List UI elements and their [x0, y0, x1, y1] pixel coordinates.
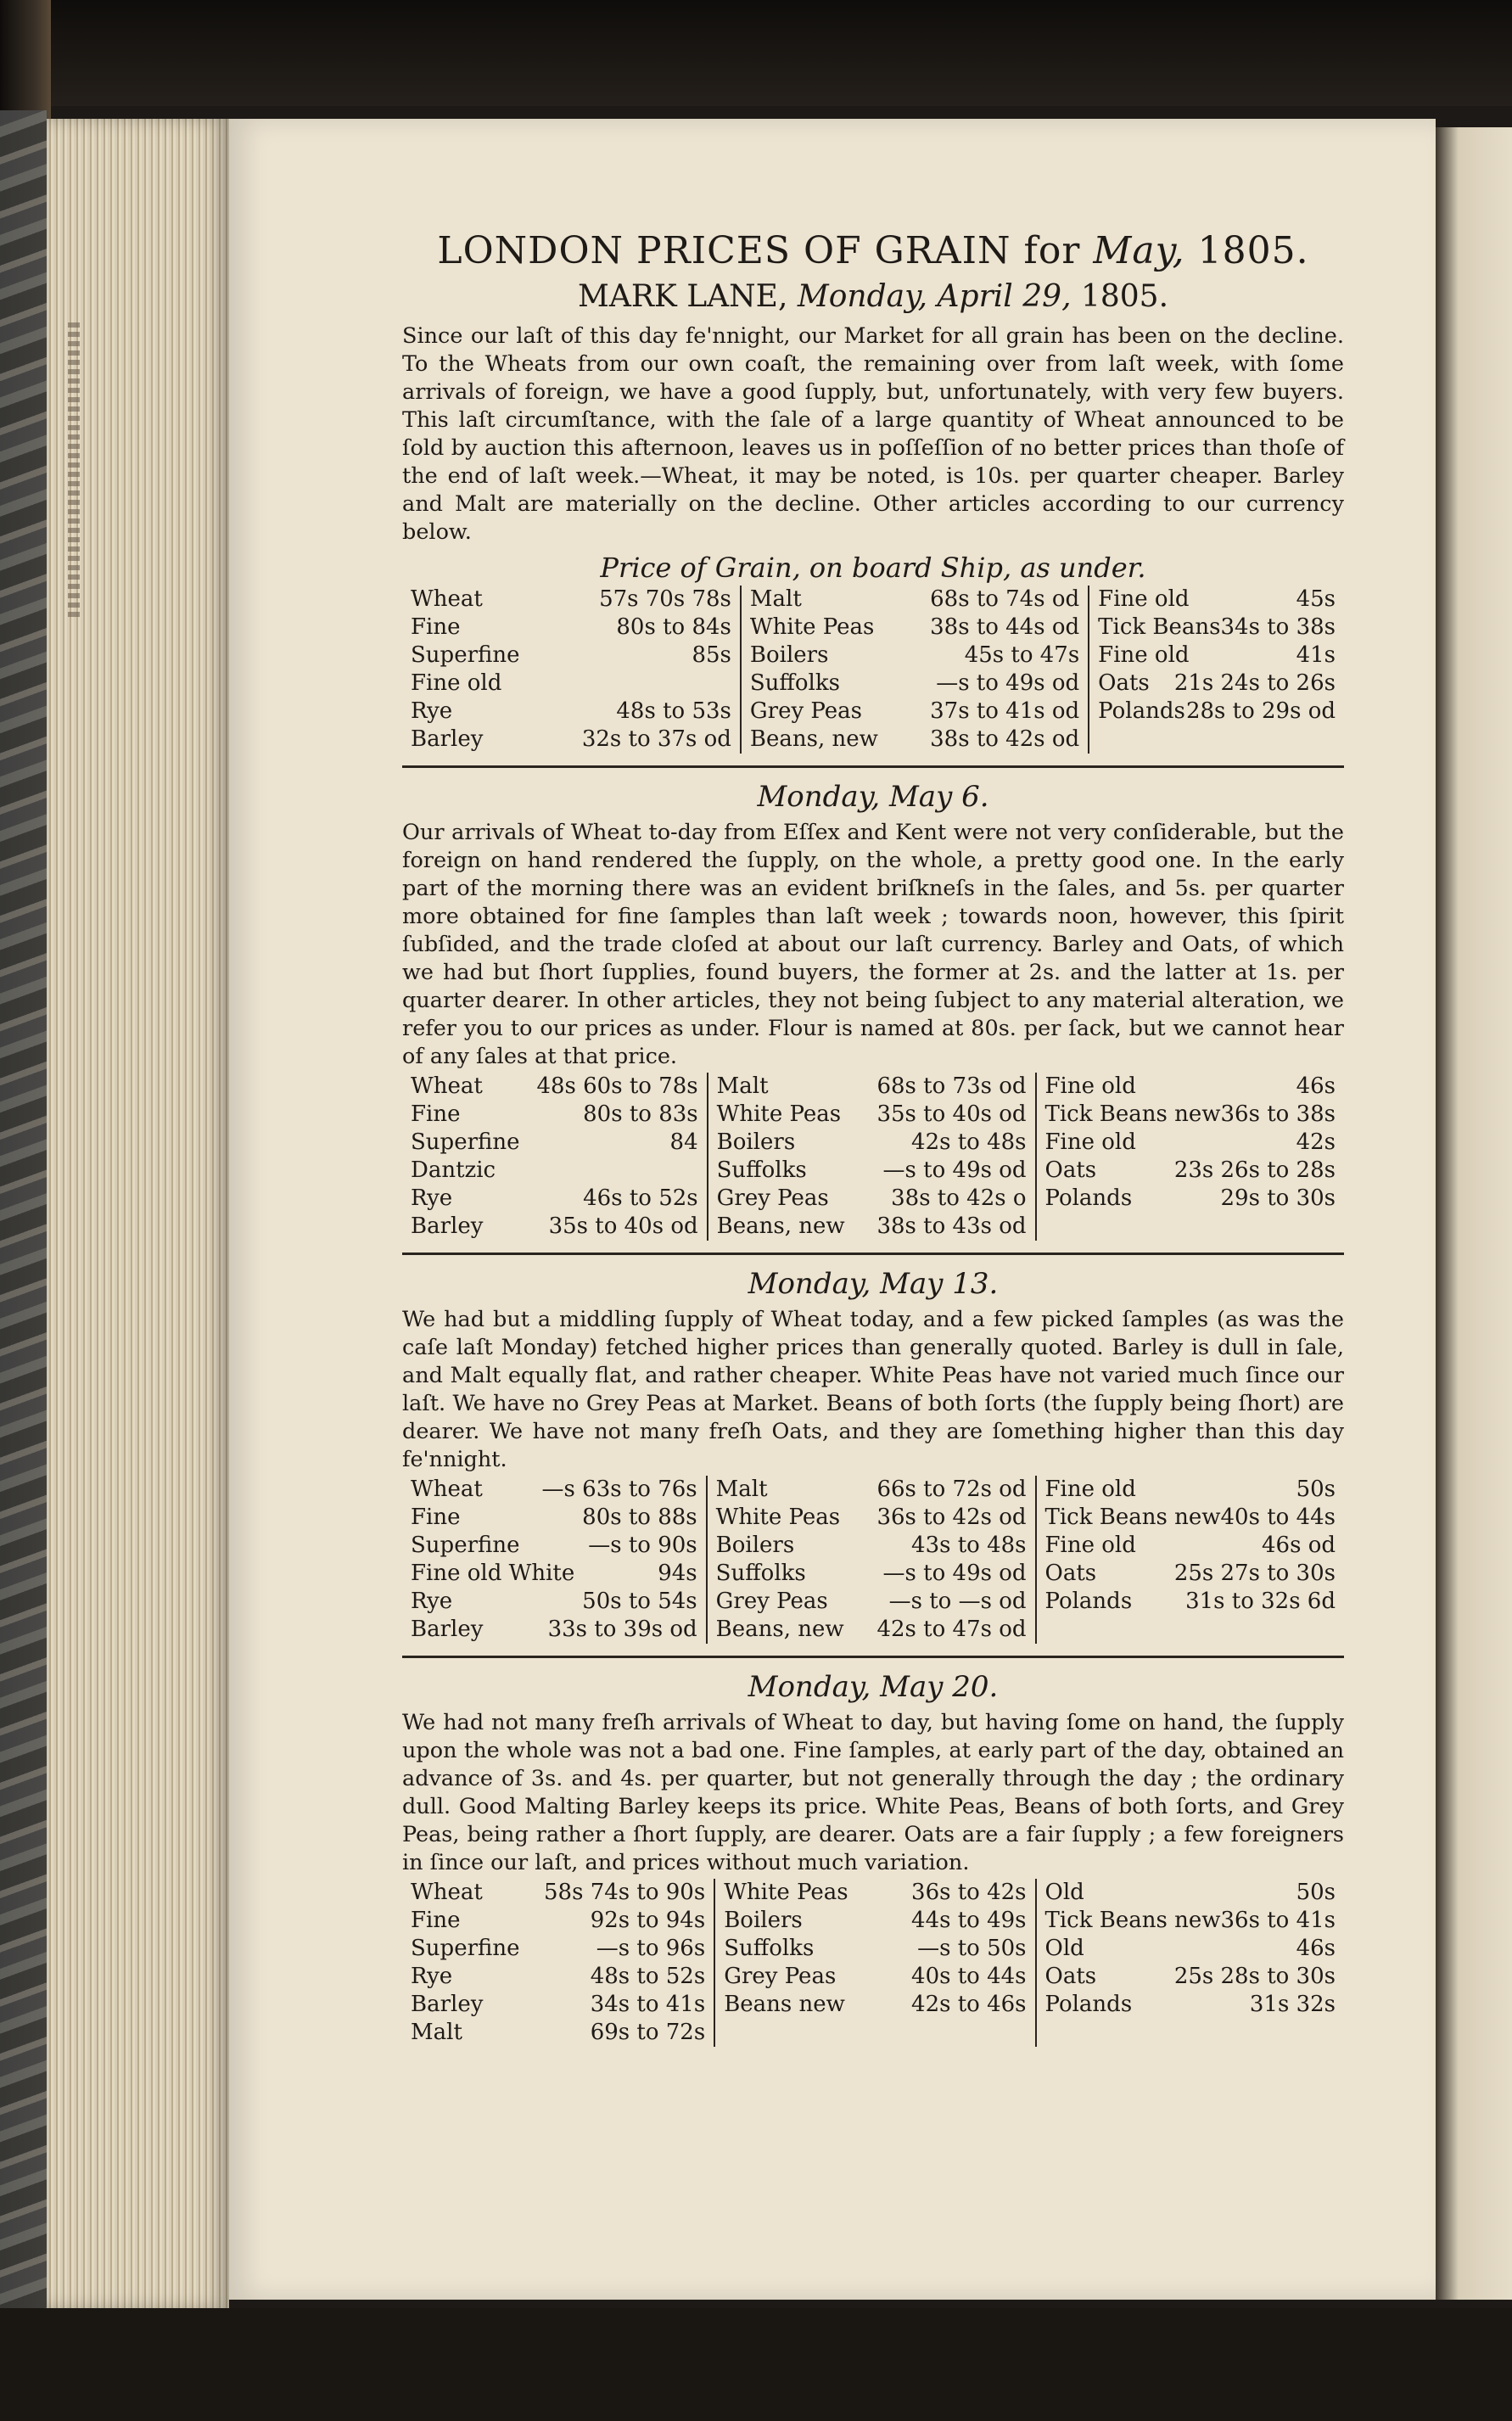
market-commentary: We had but a middling ſupply of Wheat today, and a few picked ſamples (as was the caſe laſt Monday) fetched higher prices than generally quoted. Barley is dull in ſale, and Malt equally flat, and rather cheaper. White Peas have not varied much ſince our laſt. We have no Grey Peas at Market. Beans of both ſorts (the ſupply being ſhort) are dearer. We have not many freſh Oats, and they are ſomething higher than this day fe'nnight.	[402, 1307, 1344, 1472]
grain-price: 94s	[658, 1561, 697, 1586]
grain-name: Polands	[1044, 1589, 1133, 1614]
price-row	[750, 614, 1079, 642]
grain-price: 80s to 88s	[582, 1505, 697, 1530]
price-row	[750, 698, 1079, 726]
price-row	[411, 2019, 705, 2047]
price-row	[750, 586, 1079, 614]
price-row	[717, 1185, 1027, 1213]
price-row	[411, 1991, 705, 2019]
market-report-1	[402, 780, 1344, 1255]
grain-price: 34s to 38s	[1220, 614, 1336, 640]
report-date: Monday, May 13.	[748, 1267, 999, 1301]
price-row	[1045, 1907, 1336, 1935]
grain-name: Fine old	[1044, 1129, 1136, 1155]
price-row	[411, 1073, 698, 1101]
grain-name: Fine	[411, 1908, 461, 1933]
grain-name: Boilers	[716, 1129, 796, 1155]
grain-name: Malt	[411, 2020, 462, 2045]
price-row	[411, 1129, 698, 1157]
price-row	[1045, 1935, 1336, 1963]
grain-name: Suffolks	[716, 1157, 807, 1183]
grain-name: Boilers	[749, 642, 829, 668]
price-row	[1045, 1991, 1336, 2019]
grain-name: Fine	[411, 1101, 461, 1127]
grain-price: 58s 74s to 90s	[544, 1880, 706, 1905]
market-report-0	[402, 322, 1344, 768]
grain-name: Polands	[1044, 1185, 1133, 1211]
price-row	[411, 670, 731, 698]
price-row	[1045, 1963, 1336, 1991]
grain-name: Superfine	[411, 1129, 520, 1155]
price-row	[411, 698, 731, 726]
grain-name: Rye	[411, 1589, 453, 1614]
grain-name: Malt	[716, 1073, 769, 1099]
grain-price: 80s to 83s	[583, 1101, 698, 1127]
grain-price: 36s to 41s	[1220, 1908, 1336, 1933]
market-heading: MARK LANE, Monday, April 29, 1805.	[577, 279, 1169, 314]
price-row	[411, 1616, 697, 1644]
grain-price: 50s to 54s	[582, 1589, 697, 1614]
price-row	[717, 1213, 1027, 1241]
grain-price: 92s to 94s	[590, 1908, 706, 1933]
report-date: Monday, May 20.	[748, 1670, 999, 1704]
grain-name: Grey Peas	[724, 1964, 837, 1989]
grain-price: 28s to 29s od	[1185, 698, 1336, 724]
grain-price: 33s to 39s od	[547, 1617, 697, 1642]
grain-price: 85s	[692, 642, 731, 668]
price-row	[411, 1185, 698, 1213]
background-bottom	[0, 2308, 1512, 2421]
grain-name: Rye	[411, 1185, 453, 1211]
price-row	[1045, 1560, 1336, 1588]
grain-name: Polands	[1044, 1992, 1133, 2017]
grain-price: 29s to 30s	[1220, 1185, 1336, 1211]
grain-name: Fine old	[1098, 586, 1190, 612]
spine-marking	[68, 322, 80, 619]
facing-page-edge	[1436, 127, 1512, 2300]
grain-price: —s 63s to 76s	[541, 1477, 697, 1502]
grain-price: 36s to 42s od	[876, 1505, 1027, 1530]
grain-price: 40s to 44s	[911, 1964, 1027, 1989]
price-row	[1045, 1185, 1336, 1213]
price-column	[402, 1879, 714, 2047]
grain-name: Rye	[411, 698, 453, 724]
price-column	[741, 586, 1089, 754]
grain-name: Barley	[411, 1617, 484, 1642]
report-date: Monday, May 6.	[757, 780, 989, 814]
price-row	[717, 1129, 1027, 1157]
price-row	[1098, 586, 1336, 614]
marbled-endpaper	[0, 110, 47, 2317]
grain-price: 84	[669, 1129, 698, 1155]
grain-name: Grey Peas	[716, 1185, 829, 1211]
price-row	[1045, 1879, 1336, 1907]
price-row	[411, 1476, 697, 1504]
section-divider	[402, 765, 1344, 768]
page-title: LONDON PRICES OF GRAIN for May, 1805.	[437, 229, 1309, 272]
grain-price: 48s to 52s	[590, 1964, 706, 1989]
grain-price: 45s	[1296, 586, 1336, 612]
grain-price: 46s od	[1262, 1533, 1336, 1558]
grain-price: 40s to 44s	[1220, 1505, 1336, 1530]
grain-price: 57s 70s 78s	[599, 586, 731, 612]
grain-name: Superfine	[411, 642, 520, 668]
price-row	[716, 1560, 1027, 1588]
report-sections	[402, 322, 1344, 2047]
grain-price: 38s to 44s od	[930, 614, 1080, 640]
price-table	[402, 1476, 1344, 1644]
price-row	[724, 1963, 1026, 1991]
price-column	[1036, 1879, 1344, 2047]
price-row	[724, 1879, 1026, 1907]
grain-name: Barley	[411, 1213, 484, 1239]
price-row	[716, 1504, 1027, 1532]
price-row	[411, 1907, 705, 1935]
price-row	[411, 1213, 698, 1241]
grain-name: Fine old	[1044, 1533, 1136, 1558]
price-row	[411, 1963, 705, 1991]
price-row	[411, 1879, 705, 1907]
grain-price: 48s to 53s	[616, 698, 731, 724]
grain-name: Oats	[1098, 670, 1150, 696]
price-row	[750, 642, 1079, 670]
price-row	[411, 586, 731, 614]
price-row	[411, 642, 731, 670]
grain-price: —s to 96s	[596, 1936, 706, 1961]
grain-name: White Peas	[724, 1880, 848, 1905]
price-row	[1098, 698, 1336, 726]
grain-price: —s to 49s od	[882, 1561, 1027, 1586]
grain-name: Oats	[1044, 1157, 1097, 1183]
grain-name: Rye	[411, 1964, 453, 1989]
price-row	[1098, 614, 1336, 642]
price-row	[1045, 1157, 1336, 1185]
grain-name: Fine old	[1044, 1477, 1136, 1502]
grain-name: Suffolks	[749, 670, 840, 696]
grain-name: Boilers	[715, 1533, 795, 1558]
grain-name: Suffolks	[724, 1936, 815, 1961]
price-row	[1045, 1588, 1336, 1616]
grain-price: 37s to 41s od	[930, 698, 1080, 724]
price-table	[402, 586, 1344, 754]
page-content	[402, 229, 1344, 2047]
grain-price: 44s to 49s	[911, 1908, 1027, 1933]
price-row	[411, 726, 731, 754]
grain-name: Beans, new	[749, 726, 878, 752]
section-divider	[402, 1253, 1344, 1255]
grain-price: 38s to 42s od	[930, 726, 1080, 752]
price-row	[1045, 1476, 1336, 1504]
price-row	[716, 1616, 1027, 1644]
grain-name: Malt	[749, 586, 802, 612]
price-row	[716, 1588, 1027, 1616]
grain-price: 23s 26s to 28s	[1173, 1157, 1336, 1183]
grain-name: Suffolks	[715, 1561, 806, 1586]
grain-name: Old	[1044, 1880, 1084, 1905]
grain-price: 25s 28s to 30s	[1173, 1964, 1336, 1989]
grain-name: Fine	[411, 1505, 461, 1530]
price-column	[707, 1476, 1036, 1644]
grain-name: Wheat	[411, 1477, 483, 1502]
grain-name: Fine old White	[411, 1561, 575, 1586]
grain-price: 68s to 73s od	[876, 1073, 1027, 1099]
grain-price: 69s to 72s	[590, 2020, 706, 2045]
price-row	[717, 1073, 1027, 1101]
grain-price: 46s to 52s	[583, 1185, 698, 1211]
grain-price: 38s to 42s o	[891, 1185, 1027, 1211]
price-row	[716, 1476, 1027, 1504]
grain-name: Fine	[411, 614, 461, 640]
price-row	[717, 1101, 1027, 1129]
grain-name: Tick Beans new	[1044, 1505, 1221, 1530]
grain-price: —s to —s od	[888, 1589, 1027, 1614]
grain-price: 38s to 43s od	[876, 1213, 1027, 1239]
grain-price: 31s 32s	[1249, 1992, 1336, 2017]
grain-name: Oats	[1044, 1561, 1097, 1586]
price-table	[402, 1073, 1344, 1241]
market-commentary: Since our laſt of this day fe'nnight, our Market for all grain has been on the decline. To the Wheats from our own coaſt, the remaining over from laſt week, with ſome arrivals of foreign, we have a good ſupply, but, unfortunately, with very few buyers. This laſt circumſtance, with the ſale of a large quantity of Wheat announced to be ſold by auction this afternoon, leaves us in poſſeſſion of no better prices than thoſe of the end of laſt week.—Wheat, it may be noted, is 10s. per quarter cheaper. Barley and Malt are materially on the decline. Other articles according to our currency below.	[402, 323, 1344, 545]
market-report-2	[402, 1267, 1344, 1658]
grain-price: 43s to 48s	[911, 1533, 1027, 1558]
grain-name: Superfine	[411, 1936, 520, 1961]
grain-name: Boilers	[724, 1908, 803, 1933]
grain-price: 32s to 37s od	[581, 726, 731, 752]
grain-price: 68s to 74s od	[930, 586, 1080, 612]
grain-name: Beans, new	[715, 1617, 844, 1642]
grain-price: 46s	[1296, 1073, 1336, 1099]
grain-price: 80s to 84s	[616, 614, 731, 640]
grain-name: White Peas	[715, 1505, 841, 1530]
price-table	[402, 1879, 1344, 2047]
price-row	[724, 1907, 1026, 1935]
price-row	[411, 1504, 697, 1532]
price-row	[1098, 642, 1336, 670]
price-row	[716, 1532, 1027, 1560]
grain-name: Fine old	[411, 670, 502, 696]
price-column	[402, 1073, 708, 1241]
grain-name: Tick Beans new	[1044, 1908, 1221, 1933]
grain-price: 42s to 46s	[911, 1992, 1027, 2017]
grain-price: 50s	[1296, 1477, 1336, 1502]
grain-name: Grey Peas	[715, 1589, 828, 1614]
grain-name: Tick Beans new	[1044, 1101, 1221, 1127]
grain-price: 31s to 32s 6d	[1185, 1589, 1336, 1614]
grain-name: Oats	[1044, 1964, 1097, 1989]
price-row	[724, 1935, 1026, 1963]
price-column	[402, 586, 741, 754]
grain-price: 41s	[1296, 642, 1336, 668]
grain-name: Old	[1044, 1936, 1084, 1961]
grain-price: 66s to 72s od	[876, 1477, 1027, 1502]
price-row	[1045, 1101, 1336, 1129]
background-top	[0, 0, 1512, 106]
grain-price: —s to 50s	[917, 1936, 1027, 1961]
price-row	[1045, 1532, 1336, 1560]
grain-price: 42s	[1296, 1129, 1336, 1155]
price-column	[708, 1073, 1036, 1241]
grain-name: Wheat	[411, 586, 483, 612]
grain-price: 25s 27s to 30s	[1173, 1561, 1336, 1586]
price-column	[1036, 1073, 1344, 1241]
market-commentary: We had not many freſh arrivals of Wheat to day, but having ſome on hand, the ſupply upon the whole was not a bad one. Fine ſamples, at early part of the day, obtained an advance of 3s. and 4s. per quarter, but not generally through the day ; the ordinary dull. Good Malting Barley keeps its price. White Peas, Beans of both ſorts, and Grey Peas, being rather a ſhort ſupply, are dearer. Oats are a fair ſupply ; a few foreigners in ſince our laſt, and prices without much variation.	[402, 1710, 1344, 1875]
grain-price: 42s to 47s od	[876, 1617, 1027, 1642]
price-row	[411, 1560, 697, 1588]
price-row	[750, 726, 1079, 754]
price-row	[411, 1588, 697, 1616]
price-row	[411, 614, 731, 642]
price-column	[1036, 1476, 1344, 1644]
grain-price: 42s to 48s	[911, 1129, 1027, 1155]
price-column	[714, 1879, 1035, 2047]
grain-name: Fine old	[1098, 642, 1190, 668]
price-row	[411, 1101, 698, 1129]
grain-name: Wheat	[411, 1073, 483, 1099]
grain-price: 21s 24s to 26s	[1173, 670, 1336, 696]
grain-price: —s to 49s od	[882, 1157, 1027, 1183]
grain-price: 48s 60s to 78s	[536, 1073, 698, 1099]
grain-price: 45s to 47s	[964, 642, 1080, 668]
grain-name: Fine old	[1044, 1073, 1136, 1099]
price-row	[411, 1157, 698, 1185]
grain-name: Beans new	[724, 1992, 845, 2017]
grain-name: Beans, new	[716, 1213, 845, 1239]
price-column	[402, 1476, 707, 1644]
grain-price: 50s	[1296, 1880, 1336, 1905]
market-report-3	[402, 1670, 1344, 2047]
price-table-heading: Price of Grain, on board Ship, as under.	[600, 552, 1146, 584]
section-divider	[402, 1656, 1344, 1658]
price-row	[1098, 670, 1336, 698]
grain-name: White Peas	[749, 614, 875, 640]
price-row	[411, 1532, 697, 1560]
grain-name: White Peas	[716, 1101, 842, 1127]
grain-name: Polands	[1098, 698, 1185, 724]
price-row	[750, 670, 1079, 698]
price-row	[411, 1935, 705, 1963]
grain-name: Superfine	[411, 1533, 520, 1558]
price-row	[717, 1157, 1027, 1185]
price-row	[1045, 1129, 1336, 1157]
grain-price: 46s	[1296, 1936, 1336, 1961]
grain-price: 35s to 40s od	[876, 1101, 1027, 1127]
price-row	[1045, 1504, 1336, 1532]
grain-name: Barley	[411, 1992, 484, 2017]
grain-price: 34s to 41s	[590, 1992, 706, 2017]
grain-name: Barley	[411, 726, 484, 752]
grain-price: —s to 49s od	[936, 670, 1080, 696]
market-commentary: Our arrivals of Wheat to-day from Eſſex and Kent were not very conſiderable, but the foreign on hand rendered the ſupply, on the whole, a pretty good one. In the early part of the morning there was an evident briſkneſs in the ſales, and 5s. per quarter more obtained for fine ſamples than laſt week ; towards noon, however, this ſpirit ſubſided, and the trade cloſed at about our laſt currency. Barley and Oats, of which we had but ſhort ſupplies, found buyers, the former at 2s. and the latter at 1s. per quarter dearer. In other articles, they not being ſubject to any material alteration, we refer you to our prices as under. Flour is named at 80s. per ſack, but we cannot hear of any ſales at that price.	[402, 820, 1344, 1069]
grain-name: Malt	[715, 1477, 768, 1502]
grain-name: Tick Beans	[1098, 614, 1221, 640]
grain-name: Wheat	[411, 1880, 483, 1905]
grain-price: 35s to 40s od	[548, 1213, 698, 1239]
price-row	[724, 1991, 1026, 2019]
grain-price: 36s to 42s	[911, 1880, 1027, 1905]
grain-price: —s to 90s	[588, 1533, 697, 1558]
price-row	[1045, 1073, 1336, 1101]
grain-name: Dantzic	[411, 1157, 496, 1183]
grain-price: 36s to 38s	[1220, 1101, 1336, 1127]
grain-name: Grey Peas	[749, 698, 862, 724]
price-column	[1089, 586, 1344, 754]
